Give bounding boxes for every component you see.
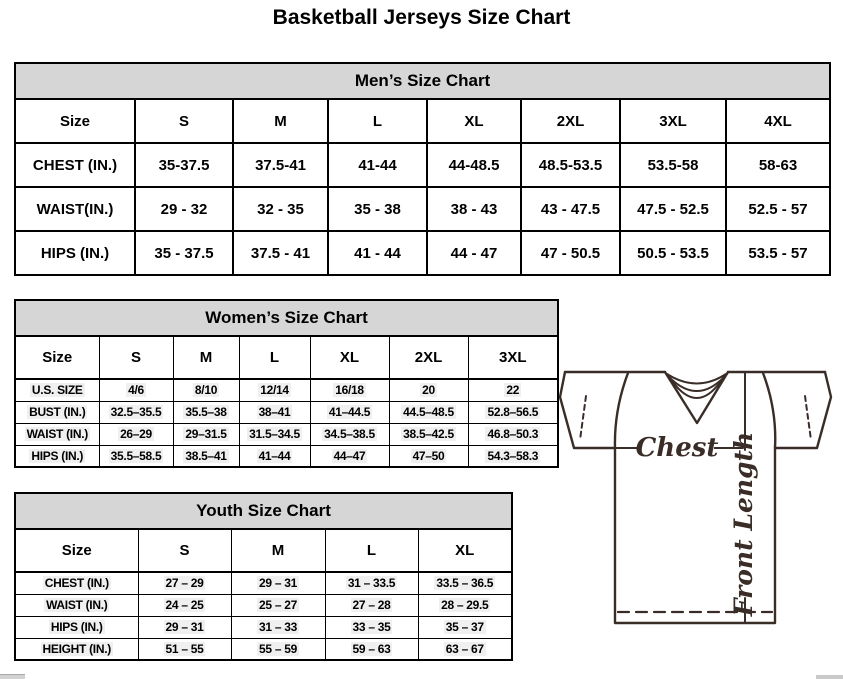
size-value: 33.5 – 36.5 — [418, 572, 512, 594]
size-value: 48.5-53.5 — [521, 143, 620, 187]
size-value: 29 – 31 — [231, 572, 325, 594]
column-header: 3XL — [468, 336, 558, 379]
size-value: 29 - 32 — [135, 187, 233, 231]
size-value: 31 – 33.5 — [325, 572, 418, 594]
size-value: 38.5–41 — [173, 445, 239, 467]
row-label: WAIST(IN.) — [15, 187, 135, 231]
row-label: WAIST (IN.) — [15, 594, 138, 616]
mens-table-title: Men’s Size Chart — [15, 63, 830, 99]
size-value: 25 – 27 — [231, 594, 325, 616]
row-label: CHEST (IN.) — [15, 572, 138, 594]
size-value: 4/6 — [99, 379, 173, 401]
size-value: 27 – 28 — [325, 594, 418, 616]
size-value: 51 – 55 — [138, 638, 231, 660]
column-header: 3XL — [620, 99, 726, 143]
size-value: 28 – 29.5 — [418, 594, 512, 616]
size-value: 38 - 43 — [427, 187, 521, 231]
column-header: S — [99, 336, 173, 379]
size-value: 31 – 33 — [231, 616, 325, 638]
size-value: 24 – 25 — [138, 594, 231, 616]
size-value: 35-37.5 — [135, 143, 233, 187]
row-label: HIPS (IN.) — [15, 445, 99, 467]
size-value: 27 – 29 — [138, 572, 231, 594]
size-value: 8/10 — [173, 379, 239, 401]
size-value: 43 - 47.5 — [521, 187, 620, 231]
size-value: 58-63 — [726, 143, 830, 187]
column-header: Size — [15, 99, 135, 143]
table-row — [15, 379, 558, 401]
size-value: 41–44 — [239, 445, 310, 467]
size-value: 52.5 - 57 — [726, 187, 830, 231]
column-header: S — [138, 529, 231, 572]
size-value: 55 – 59 — [231, 638, 325, 660]
column-header: M — [231, 529, 325, 572]
table-row — [15, 401, 558, 423]
table-row — [15, 572, 512, 594]
row-label: WAIST (IN.) — [15, 423, 99, 445]
size-value: 32.5–35.5 — [99, 401, 173, 423]
column-header: Size — [15, 529, 138, 572]
size-value: 29–31.5 — [173, 423, 239, 445]
youth-size-table — [14, 492, 513, 661]
table-row — [15, 616, 512, 638]
column-header: M — [233, 99, 328, 143]
row-label: HIPS (IN.) — [15, 616, 138, 638]
row-label: U.S. SIZE — [15, 379, 99, 401]
table-row — [15, 445, 558, 467]
table-row — [15, 143, 830, 187]
column-header: XL — [310, 336, 389, 379]
size-value: 31.5–34.5 — [239, 423, 310, 445]
size-value: 47.5 - 52.5 — [620, 187, 726, 231]
size-value: 35.5–38 — [173, 401, 239, 423]
column-header: L — [325, 529, 418, 572]
size-value: 41 - 44 — [328, 231, 427, 275]
size-value: 33 – 35 — [325, 616, 418, 638]
column-header: 2XL — [521, 99, 620, 143]
row-label: CHEST (IN.) — [15, 143, 135, 187]
size-value: 44–47 — [310, 445, 389, 467]
table-row — [15, 594, 512, 616]
size-value: 37.5 - 41 — [233, 231, 328, 275]
size-value: 12/14 — [239, 379, 310, 401]
sleeve-dash-right — [805, 396, 811, 440]
row-label: HIPS (IN.) — [15, 231, 135, 275]
column-header: XL — [427, 99, 521, 143]
womens-size-table — [14, 299, 559, 468]
table-row — [15, 231, 830, 275]
size-value: 53.5-58 — [620, 143, 726, 187]
size-value: 38.5–42.5 — [389, 423, 468, 445]
size-value: 26–29 — [99, 423, 173, 445]
size-value: 20 — [389, 379, 468, 401]
row-label: HEIGHT (IN.) — [15, 638, 138, 660]
chest-label: Chest — [635, 433, 719, 463]
table-row — [15, 423, 558, 445]
size-value: 52.8–56.5 — [468, 401, 558, 423]
size-value: 41–44.5 — [310, 401, 389, 423]
size-value: 47 - 50.5 — [521, 231, 620, 275]
column-header: S — [135, 99, 233, 143]
scrollbar-fragment-right — [816, 675, 843, 679]
column-header: Size — [15, 336, 99, 379]
size-value: 35 - 38 — [328, 187, 427, 231]
column-header: 4XL — [726, 99, 830, 143]
column-header: 2XL — [389, 336, 468, 379]
size-value: 53.5 - 57 — [726, 231, 830, 275]
youth-table-title: Youth Size Chart — [15, 493, 512, 529]
size-value: 34.5–38.5 — [310, 423, 389, 445]
page-title: Basketball Jerseys Size Chart — [272, 6, 571, 29]
table-row — [15, 187, 830, 231]
size-value: 44 - 47 — [427, 231, 521, 275]
size-value: 38–41 — [239, 401, 310, 423]
size-value: 59 – 63 — [325, 638, 418, 660]
size-value: 50.5 - 53.5 — [620, 231, 726, 275]
size-value: 46.8–50.3 — [468, 423, 558, 445]
size-value: 35 – 37 — [418, 616, 512, 638]
size-value: 22 — [468, 379, 558, 401]
column-header: XL — [418, 529, 512, 572]
sleeve-dash-left — [580, 396, 586, 440]
size-value: 44.5–48.5 — [389, 401, 468, 423]
front-length-label: Front Length — [729, 431, 758, 617]
row-label: BUST (IN.) — [15, 401, 99, 423]
womens-table-title: Women’s Size Chart — [15, 300, 558, 336]
table-row — [15, 638, 512, 660]
column-header: L — [328, 99, 427, 143]
size-value: 54.3–58.3 — [468, 445, 558, 467]
size-value: 41-44 — [328, 143, 427, 187]
size-value: 29 – 31 — [138, 616, 231, 638]
mens-size-table — [14, 62, 831, 276]
size-value: 37.5-41 — [233, 143, 328, 187]
size-value: 44-48.5 — [427, 143, 521, 187]
size-value: 32 - 35 — [233, 187, 328, 231]
size-value: 35 - 37.5 — [135, 231, 233, 275]
size-value: 63 – 67 — [418, 638, 512, 660]
jersey-measurement-diagram — [556, 360, 843, 662]
column-header: M — [173, 336, 239, 379]
size-value: 47–50 — [389, 445, 468, 467]
size-value: 16/18 — [310, 379, 389, 401]
scrollbar-fragment-left — [0, 674, 25, 679]
column-header: L — [239, 336, 310, 379]
size-value: 35.5–58.5 — [99, 445, 173, 467]
